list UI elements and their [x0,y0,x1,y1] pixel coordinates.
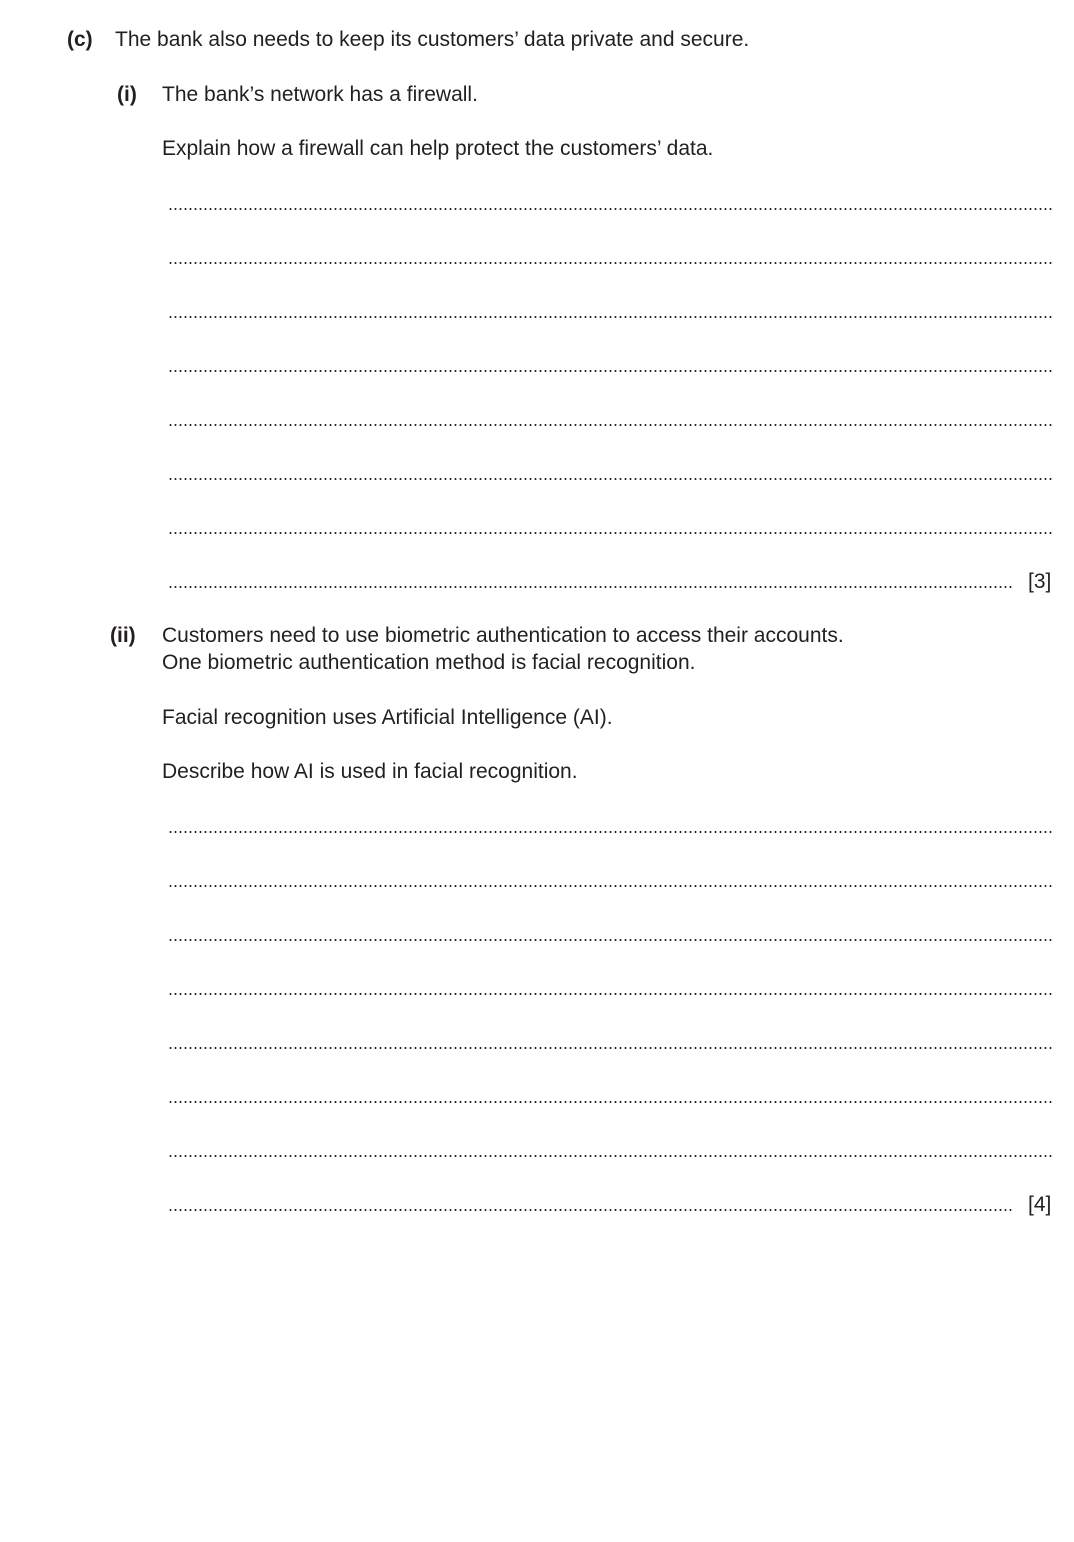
part-i-statement: The bank’s network has a firewall. [162,83,478,106]
answer-line[interactable] [168,1155,1052,1157]
part-ii-label: (ii) [110,624,136,647]
part-ii-statement-line2: One biometric authentication method is facial recognition. [162,651,696,674]
part-ii-question: Describe how AI is used in facial recognition. [162,760,578,783]
answer-line[interactable] [168,831,1052,833]
answer-line[interactable] [168,370,1052,372]
answer-line[interactable] [168,586,1012,588]
answer-line[interactable] [168,1209,1012,1211]
part-c-text: The bank also needs to keep its customers’ data private and secure. [115,28,750,51]
part-i-label: (i) [117,83,137,106]
answer-line[interactable] [168,316,1052,318]
answer-line[interactable] [168,1047,1052,1049]
answer-line[interactable] [168,478,1052,480]
answer-line[interactable] [168,885,1052,887]
answer-line[interactable] [168,262,1052,264]
answer-line[interactable] [168,1101,1052,1103]
part-c-label: (c) [67,28,93,51]
part-i-question: Explain how a firewall can help protect the customers’ data. [162,137,714,160]
part-ii-context: Facial recognition uses Artificial Intelligence (AI). [162,706,613,729]
part-i-marks: [3] [1028,570,1052,593]
part-ii-marks: [4] [1028,1193,1052,1216]
answer-line[interactable] [168,532,1052,534]
answer-line[interactable] [168,424,1052,426]
answer-line[interactable] [168,993,1052,995]
part-ii-statement-line1: Customers need to use biometric authentication to access their accounts. [162,624,844,647]
answer-line[interactable] [168,939,1052,941]
answer-line[interactable] [168,208,1052,210]
